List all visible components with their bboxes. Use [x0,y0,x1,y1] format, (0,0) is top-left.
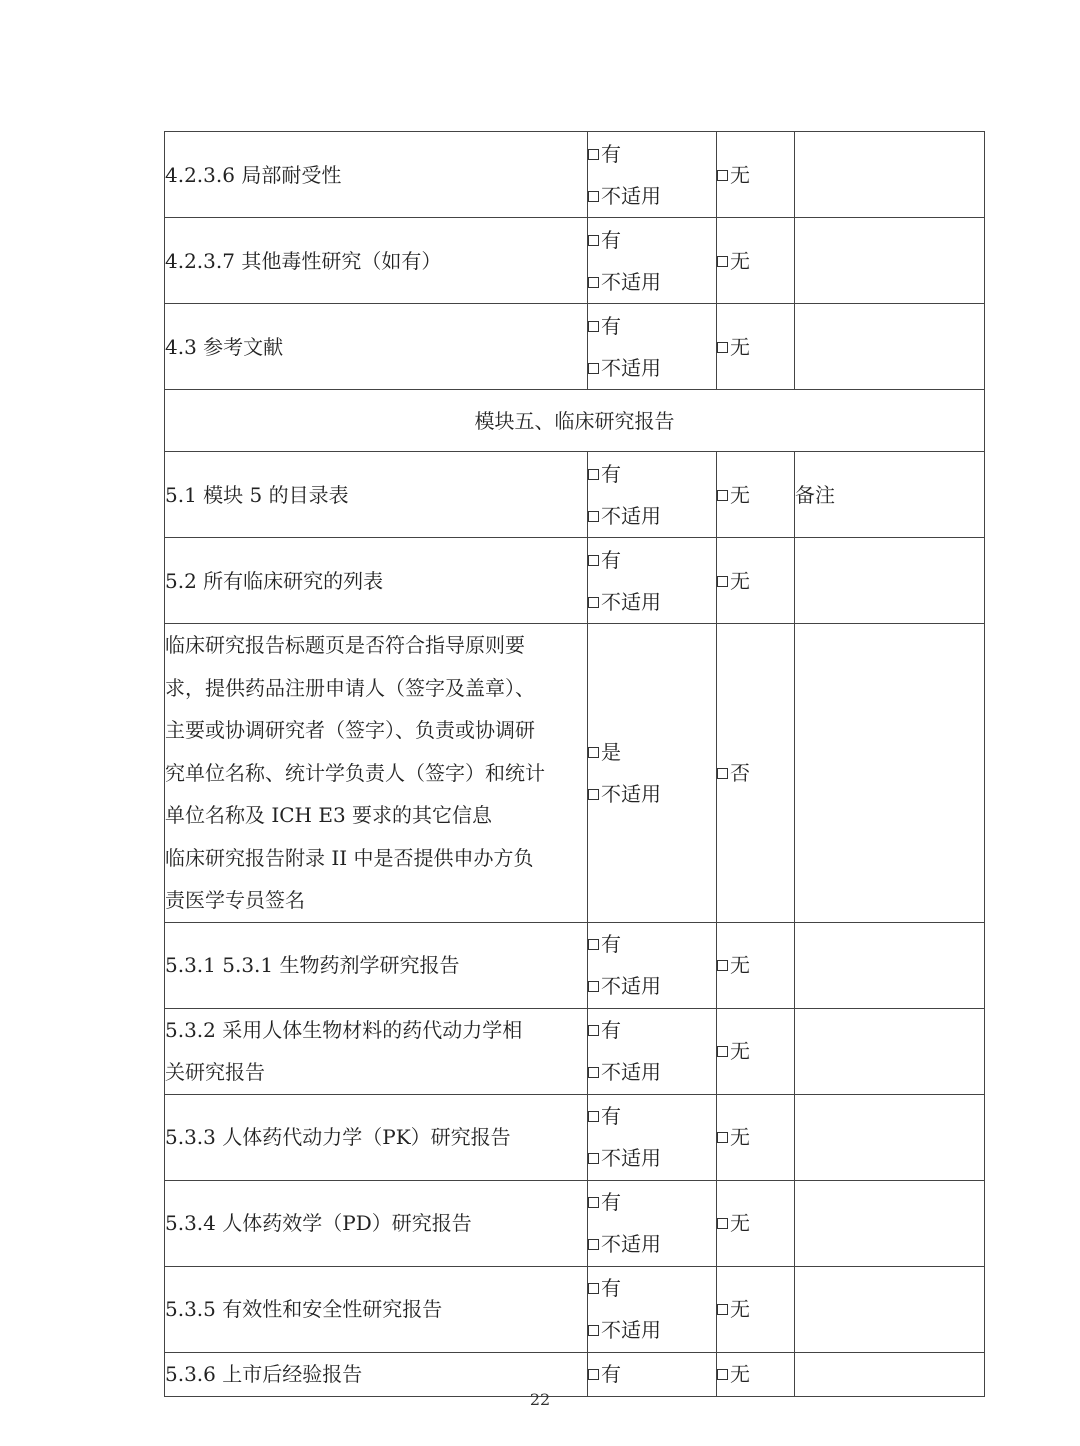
note-cell [795,1094,985,1180]
checkbox-label: 无 [730,568,750,593]
item-label: 4.3 参考文献 [165,334,284,359]
checkbox-option[interactable] [588,1009,716,1051]
item-label: 5.2 所有临床研究的列表 [165,568,384,593]
checkbox-label: 不适用 [601,1318,661,1342]
checkbox-icon[interactable] [717,960,728,971]
item-label-line: 关研究报告 [165,1060,265,1084]
checkbox-option[interactable] [717,1030,794,1072]
checkbox-label: 否 [730,760,750,785]
option-alt-cell [717,304,795,390]
item-label: 5.1 模块 5 的目录表 [165,482,349,507]
note-cell [795,1180,985,1266]
checkbox-icon[interactable] [588,1111,599,1122]
checkbox-icon[interactable] [588,597,599,608]
checklist-table [164,131,985,1397]
options-cell [588,922,717,1008]
item-label: 5.3.6 上市后经验报告 [165,1362,363,1386]
checkbox-label: 不适用 [601,974,661,998]
checkbox-label: 有 [601,313,621,338]
checkbox-label: 是 [601,739,621,764]
checkbox-icon[interactable] [588,1325,599,1336]
checkbox-icon[interactable] [717,1132,728,1143]
checkbox-option[interactable] [588,581,716,623]
checkbox-option[interactable] [717,474,794,516]
checklist-table-body [165,132,985,1397]
checkbox-option[interactable] [717,154,794,196]
options-cell [588,218,717,304]
item-label-cell [165,304,588,390]
checkbox-option[interactable] [588,261,716,303]
checkbox-label: 无 [730,248,750,273]
checkbox-label: 有 [601,1276,621,1300]
checkbox-option[interactable] [717,752,794,794]
checkbox-label: 不适用 [601,781,661,806]
item-label-cell [165,624,588,923]
option-alt-cell [717,1094,795,1180]
checkbox-label: 不适用 [601,355,661,380]
table-row [165,1180,985,1266]
checkbox-icon[interactable] [717,170,728,181]
item-label-cell [165,1094,588,1180]
checkbox-label: 不适用 [601,589,661,614]
item-label-cell [165,218,588,304]
options-cell [588,624,717,923]
option-alt-cell [717,1180,795,1266]
item-label-line: 究单位名称、统计学负责人（签字）和统计 [165,760,545,785]
checkbox-option[interactable] [588,219,716,261]
checkbox-label: 有 [601,1190,621,1214]
checkbox-icon[interactable] [588,321,599,332]
option-alt-cell [717,132,795,218]
options-cell [588,1266,717,1352]
checkbox-option[interactable] [588,305,716,347]
note-cell [795,132,985,218]
checkbox-option[interactable] [588,1051,716,1093]
table-row [165,132,985,218]
checkbox-label: 无 [730,953,750,977]
item-label-cell [165,452,588,538]
option-alt-cell [717,624,795,923]
checkbox-option[interactable] [717,240,794,282]
item-label-line: 临床研究报告附录 II 中是否提供申办方负 [165,845,534,870]
table-row [165,218,985,304]
checkbox-option[interactable] [588,923,716,965]
note-cell [795,1008,985,1094]
checkbox-option[interactable] [717,1288,794,1330]
page-number: 22 [529,1390,551,1409]
checkbox-icon[interactable] [588,1067,599,1078]
options-cell [588,304,717,390]
item-label-line: 求，提供药品注册申请人（签字及盖章）、 [165,675,535,700]
checkbox-option[interactable] [588,1353,716,1395]
checkbox-icon[interactable] [588,1369,599,1380]
checkbox-label: 无 [730,1125,750,1149]
checkbox-option[interactable] [588,133,716,175]
checkbox-icon[interactable] [588,1283,599,1294]
checkbox-icon[interactable] [588,277,599,288]
checkbox-option[interactable] [588,1137,716,1179]
table-row [165,452,985,538]
checkbox-label: 有 [601,461,621,486]
checkbox-option[interactable] [717,1116,794,1158]
option-alt-cell [717,452,795,538]
checkbox-icon[interactable] [588,747,599,758]
checkbox-icon[interactable] [717,1218,728,1229]
checkbox-option[interactable] [717,1353,794,1395]
section-header-row [165,390,985,452]
checkbox-label: 无 [730,1211,750,1235]
table-row [165,538,985,624]
item-label: 5.3.3 人体药代动力学（PK）研究报告 [165,1125,511,1149]
checkbox-icon[interactable] [717,256,728,267]
checkbox-label: 无 [730,1362,750,1386]
checkbox-label: 有 [601,1018,621,1042]
item-label: 4.2.3.7 其他毒性研究（如有） [165,248,442,273]
checkbox-option[interactable] [588,1095,716,1137]
checkbox-icon[interactable] [588,149,599,160]
checkbox-option[interactable] [588,175,716,217]
options-cell [588,132,717,218]
checkbox-icon[interactable] [717,576,728,587]
checkbox-icon[interactable] [588,363,599,374]
item-label: 5.3.4 人体药效学（PD）研究报告 [165,1211,472,1235]
options-cell [588,1008,717,1094]
checkbox-label: 不适用 [601,1232,661,1256]
checkbox-option[interactable] [588,965,716,1007]
checkbox-label: 无 [730,482,750,507]
checkbox-icon[interactable] [717,342,728,353]
item-label: 5.3.1 5.3.1 生物药剂学研究报告 [165,953,460,977]
checkbox-icon[interactable] [717,490,728,501]
section-title: 模块五、临床研究报告 [165,390,985,452]
checkbox-label: 无 [730,162,750,187]
note-cell [795,538,985,624]
options-cell [588,452,717,538]
table-row [165,1008,985,1094]
item-label-line: 临床研究报告标题页是否符合指导原则要 [165,633,525,657]
checkbox-option[interactable] [588,1181,716,1223]
option-alt-cell [717,922,795,1008]
item-label-line: 5.3.2 采用人体生物材料的药代动力学相 [165,1017,523,1042]
checkbox-label: 有 [601,547,621,572]
item-label-cell [165,1180,588,1266]
table-row [165,922,985,1008]
checkbox-option[interactable] [717,560,794,602]
checkbox-label: 有 [601,1362,621,1386]
note-cell [795,304,985,390]
checkbox-icon[interactable] [588,1025,599,1036]
note-cell [795,1266,985,1352]
options-cell [588,1094,717,1180]
option-alt-cell [717,1266,795,1352]
checkbox-label: 无 [730,1039,750,1063]
checkbox-label: 有 [601,141,621,166]
checkbox-icon[interactable] [588,469,599,480]
checkbox-icon[interactable] [717,1304,728,1315]
option-alt-cell [717,1008,795,1094]
item-label-cell [165,1266,588,1352]
checkbox-label: 无 [730,334,750,359]
checkbox-icon[interactable] [588,789,599,800]
checkbox-option[interactable] [588,539,716,581]
checkbox-icon[interactable] [588,555,599,566]
table-row [165,1266,985,1352]
item-label-cell [165,132,588,218]
options-cell [588,1180,717,1266]
item-label-cell [165,538,588,624]
checkbox-icon[interactable] [588,235,599,246]
item-label-cell [165,1008,588,1094]
item-label-line: 责医学专员签名 [165,888,305,912]
checkbox-option[interactable] [588,773,716,815]
checkbox-label: 有 [601,1104,621,1128]
checkbox-label: 不适用 [601,1146,661,1170]
item-label-line: 主要或协调研究者（签字）、负责或协调研 [165,718,535,742]
table-row [165,304,985,390]
item-label-line: 单位名称及 ICH E3 要求的其它信息 [165,803,493,827]
checkbox-label: 有 [601,932,621,956]
checkbox-icon[interactable] [588,939,599,950]
checkbox-label: 不适用 [601,503,661,528]
checkbox-icon[interactable] [588,981,599,992]
checkbox-option[interactable] [588,1267,716,1309]
checkbox-option[interactable] [588,453,716,495]
checkbox-label: 不适用 [601,183,661,208]
checkbox-label: 不适用 [601,1060,661,1084]
note-cell [795,218,985,304]
table-row [165,1094,985,1180]
checkbox-option[interactable] [717,1202,794,1244]
checkbox-icon[interactable] [717,768,728,779]
checkbox-option[interactable] [717,944,794,986]
note-cell: 备注 [795,452,985,538]
checkbox-icon[interactable] [588,511,599,522]
checkbox-icon[interactable] [588,1197,599,1208]
options-cell [588,538,717,624]
checkbox-icon[interactable] [588,1153,599,1164]
item-label: 4.2.3.6 局部耐受性 [165,162,342,187]
checkbox-icon[interactable] [717,1369,728,1380]
item-label: 5.3.5 有效性和安全性研究报告 [165,1297,443,1321]
checkbox-option[interactable] [588,495,716,537]
checkbox-option[interactable] [588,731,716,773]
checkbox-option[interactable] [588,347,716,389]
option-alt-cell [717,218,795,304]
checkbox-icon[interactable] [588,1239,599,1250]
note-cell [795,624,985,923]
checkbox-icon[interactable] [717,1046,728,1057]
table-row [165,624,985,923]
checkbox-icon[interactable] [588,191,599,202]
checkbox-option[interactable] [588,1309,716,1351]
checkbox-label: 无 [730,1297,750,1321]
note-cell [795,922,985,1008]
checkbox-option[interactable] [717,326,794,368]
option-alt-cell [717,538,795,624]
checkbox-label: 不适用 [601,269,661,294]
checkbox-option[interactable] [588,1223,716,1265]
checkbox-label: 有 [601,227,621,252]
item-label-cell [165,922,588,1008]
